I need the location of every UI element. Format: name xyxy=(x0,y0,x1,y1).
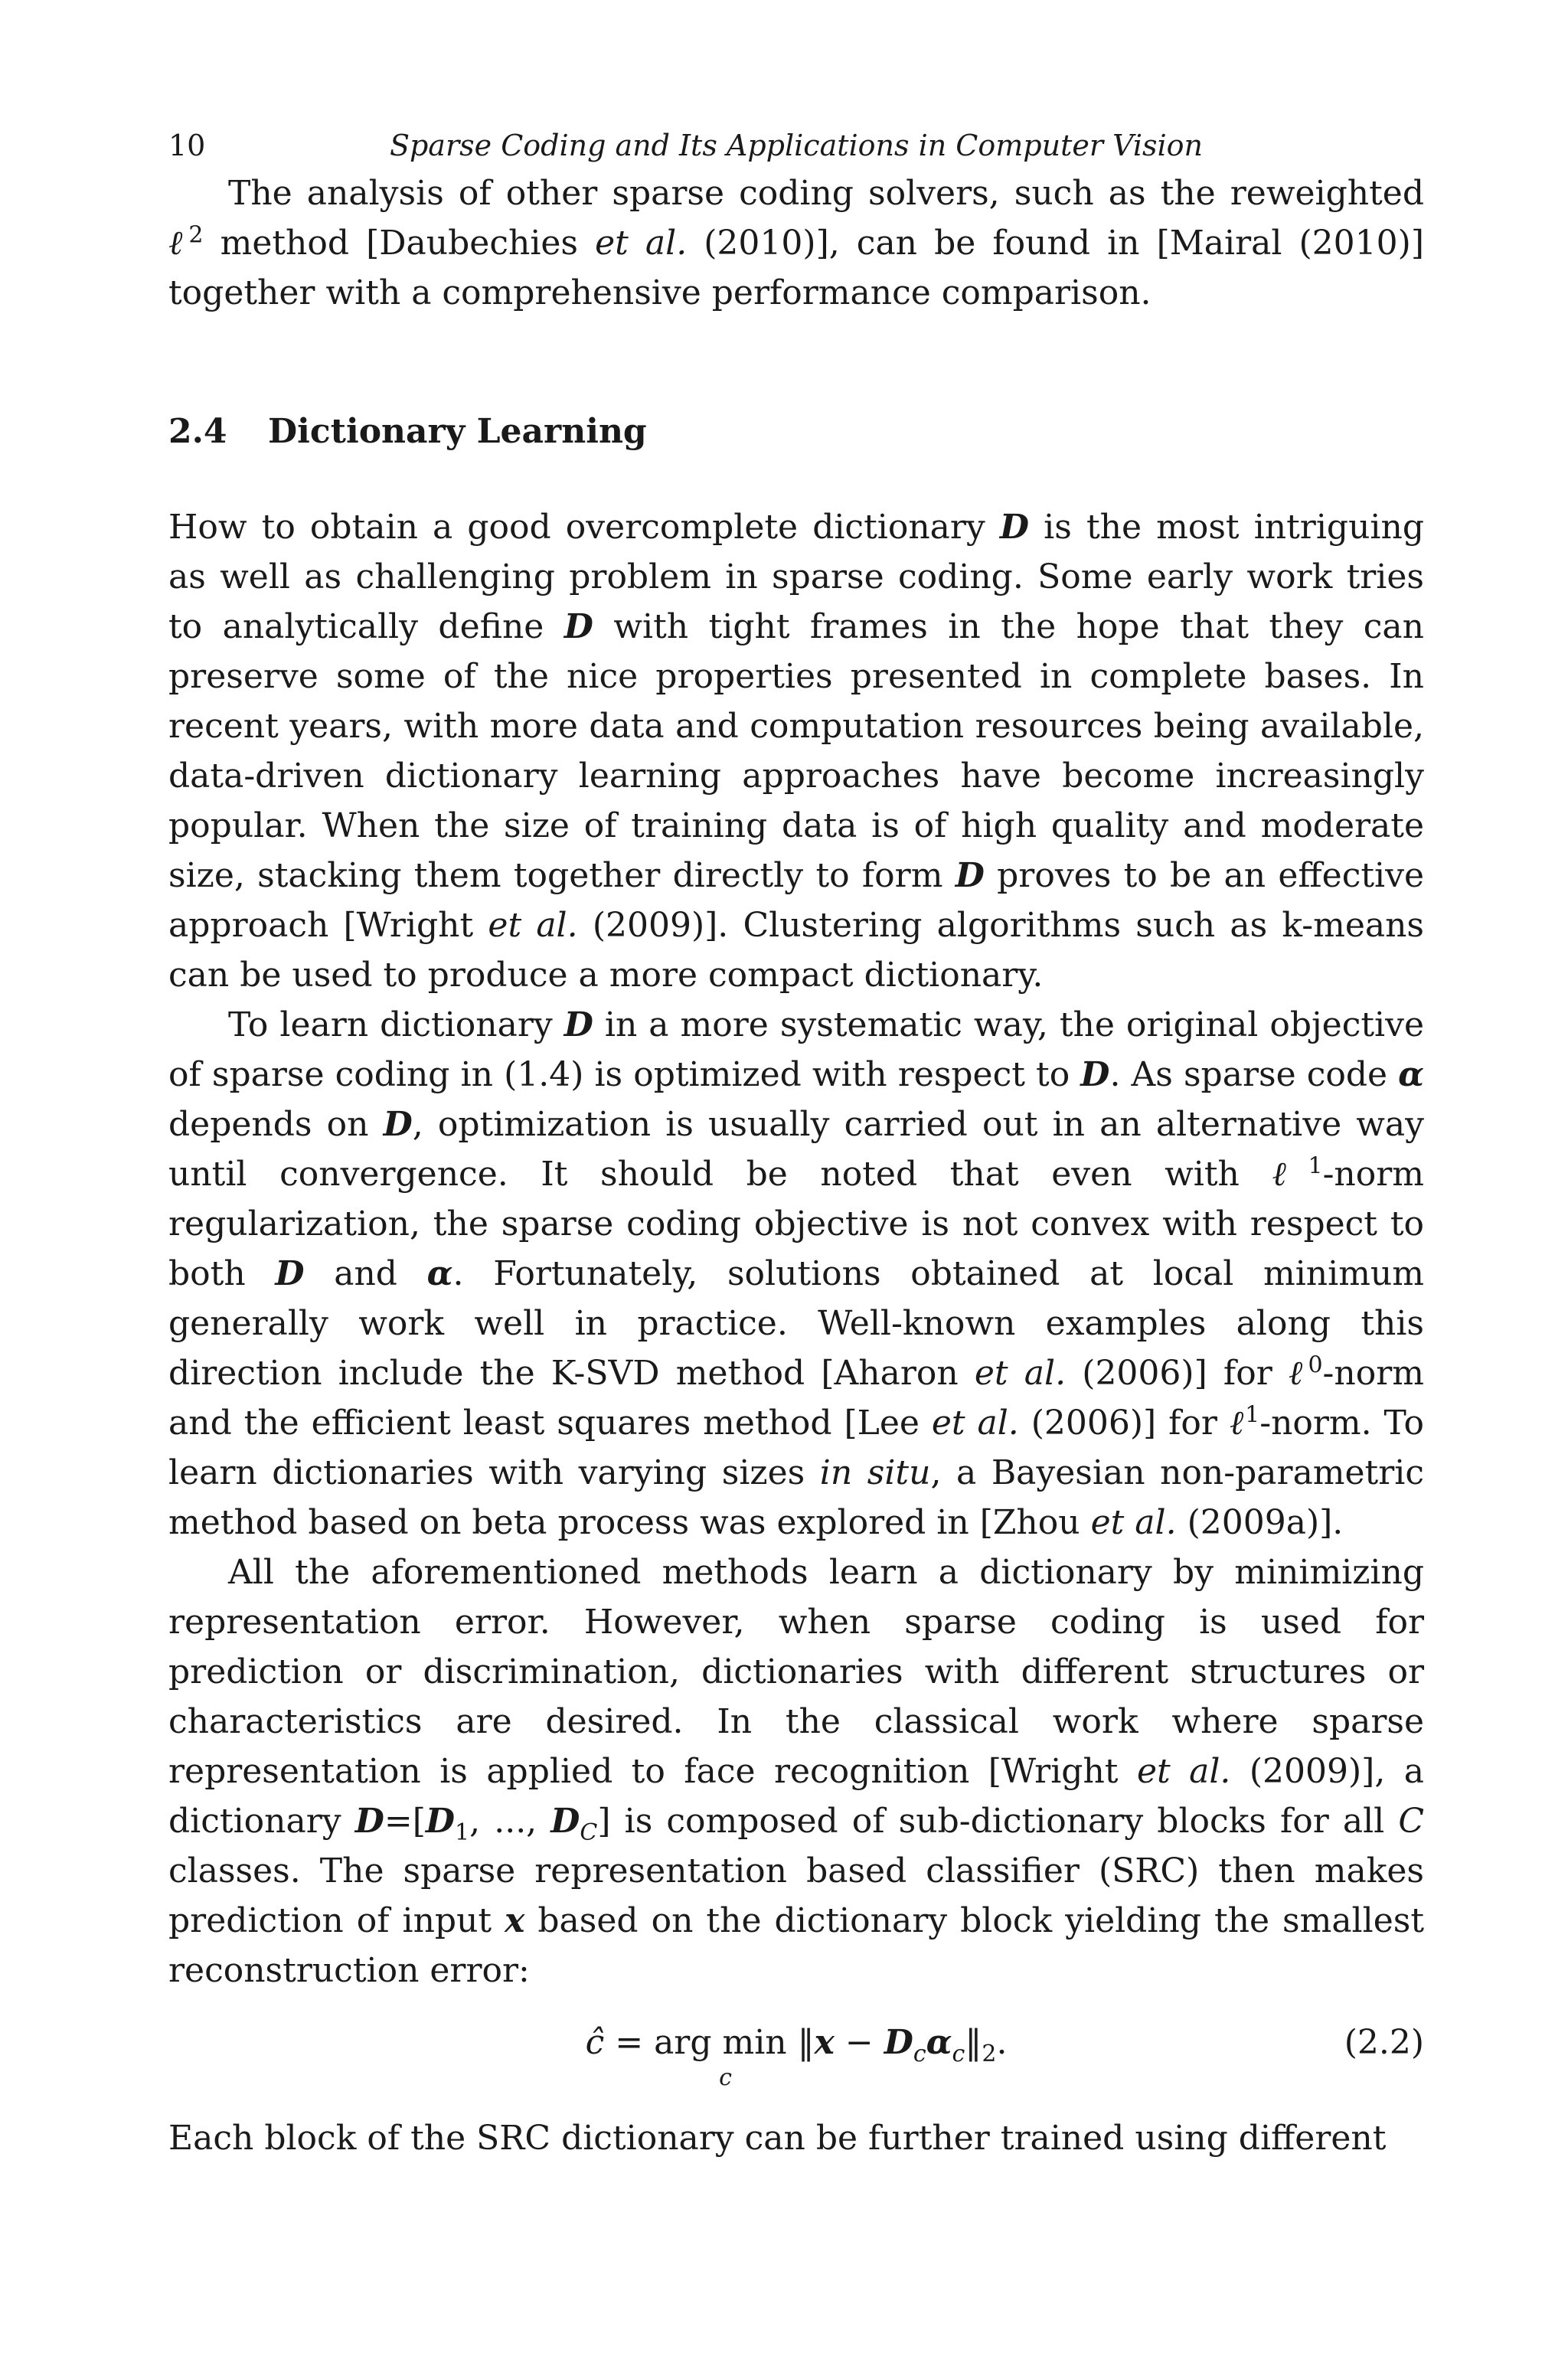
section-heading xyxy=(168,407,1424,456)
paragraph-1: How to obtain a good overcomplete dictionary D is the most intriguing as well as challenging problem in sparse coding. Some early work tries to analytically define D with tight frames in the hope that they can preserve some of the nice properties presented in complete bases. In recent years, with more data and computation resources being available, data-driven dictionary learning approaches have become increasingly popular. When the size of training data is of high quality and moderate size, stacking them together directly to form D proves to be an effective approach [Wright et al. (2009)]. Clustering algorithms such as k-means can be used to produce a more compact dictionary. xyxy=(168,508,1425,995)
equation-body: ĉ = arg min c ‖x − $D_c\alpha_c‖_2$. xyxy=(585,2023,1008,2091)
section-number: 2.4 xyxy=(168,412,227,451)
running-title: Sparse Coding and Its Applications in Computer Vision xyxy=(389,129,1204,162)
page xyxy=(168,123,1424,2163)
argmin-operator: arg min c xyxy=(654,2023,787,2091)
page-number: 10 xyxy=(168,129,206,162)
paragraph-4: Each block of the SRC dictionary can be further trained using different xyxy=(168,2119,1387,2158)
paragraph-3: All the aforementioned methods learn a dictionary by minimizing representation error. However, when sparse coding is used for prediction or discrimination, dictionaries with different structures or characteristics are desired. In the classical work where sparse representation is applied to face recognition [Wright et al. (2009)], a dictionary $D=[D_1$, ..., $D_C$] is composed of sub-dictionary blocks for all C classes. The sparse representation based classifier (SRC) then makes prediction of input x based on the dictionary block yielding the smallest reconstruction error: xyxy=(168,1553,1425,1990)
equation-number: (2.2) xyxy=(1344,2023,1424,2062)
running-head xyxy=(168,123,1424,168)
section-title: Dictionary Learning xyxy=(268,412,647,451)
equation-2-2 xyxy=(168,2006,1424,2113)
paragraph-intro: The analysis of other sparse coding solvers, such as the reweighted ℓ$^2$ method [Daubechies et al. (2010)], can be found in [Mairal (2010)] together with a comprehensive performance comparison. xyxy=(168,174,1424,312)
paragraph-2: To learn dictionary D in a more systematic way, the original objective of sparse coding in (1.4) is optimized with respect to D. As sparse code α depends on D, optimization is usually carried out in an alternative way until convergence. It should be noted that even with ℓ$^1$-norm regularization, the sparse coding objective is not convex with respect to both D and α. Fortunately, solutions obtained at local minimum generally work well in practice. Well-known examples along this direction include the K-SVD method [Aharon et al. (2006)] for ℓ$^0$-norm and the efficient least squares method [Lee et al. (2006)] for ℓ$^1$-norm. To learn dictionaries with varying sizes in situ, a Bayesian non-parametric method based on beta process was explored in [Zhou et al. (2009a)]. xyxy=(168,1005,1425,1542)
body-text xyxy=(168,168,1424,2163)
